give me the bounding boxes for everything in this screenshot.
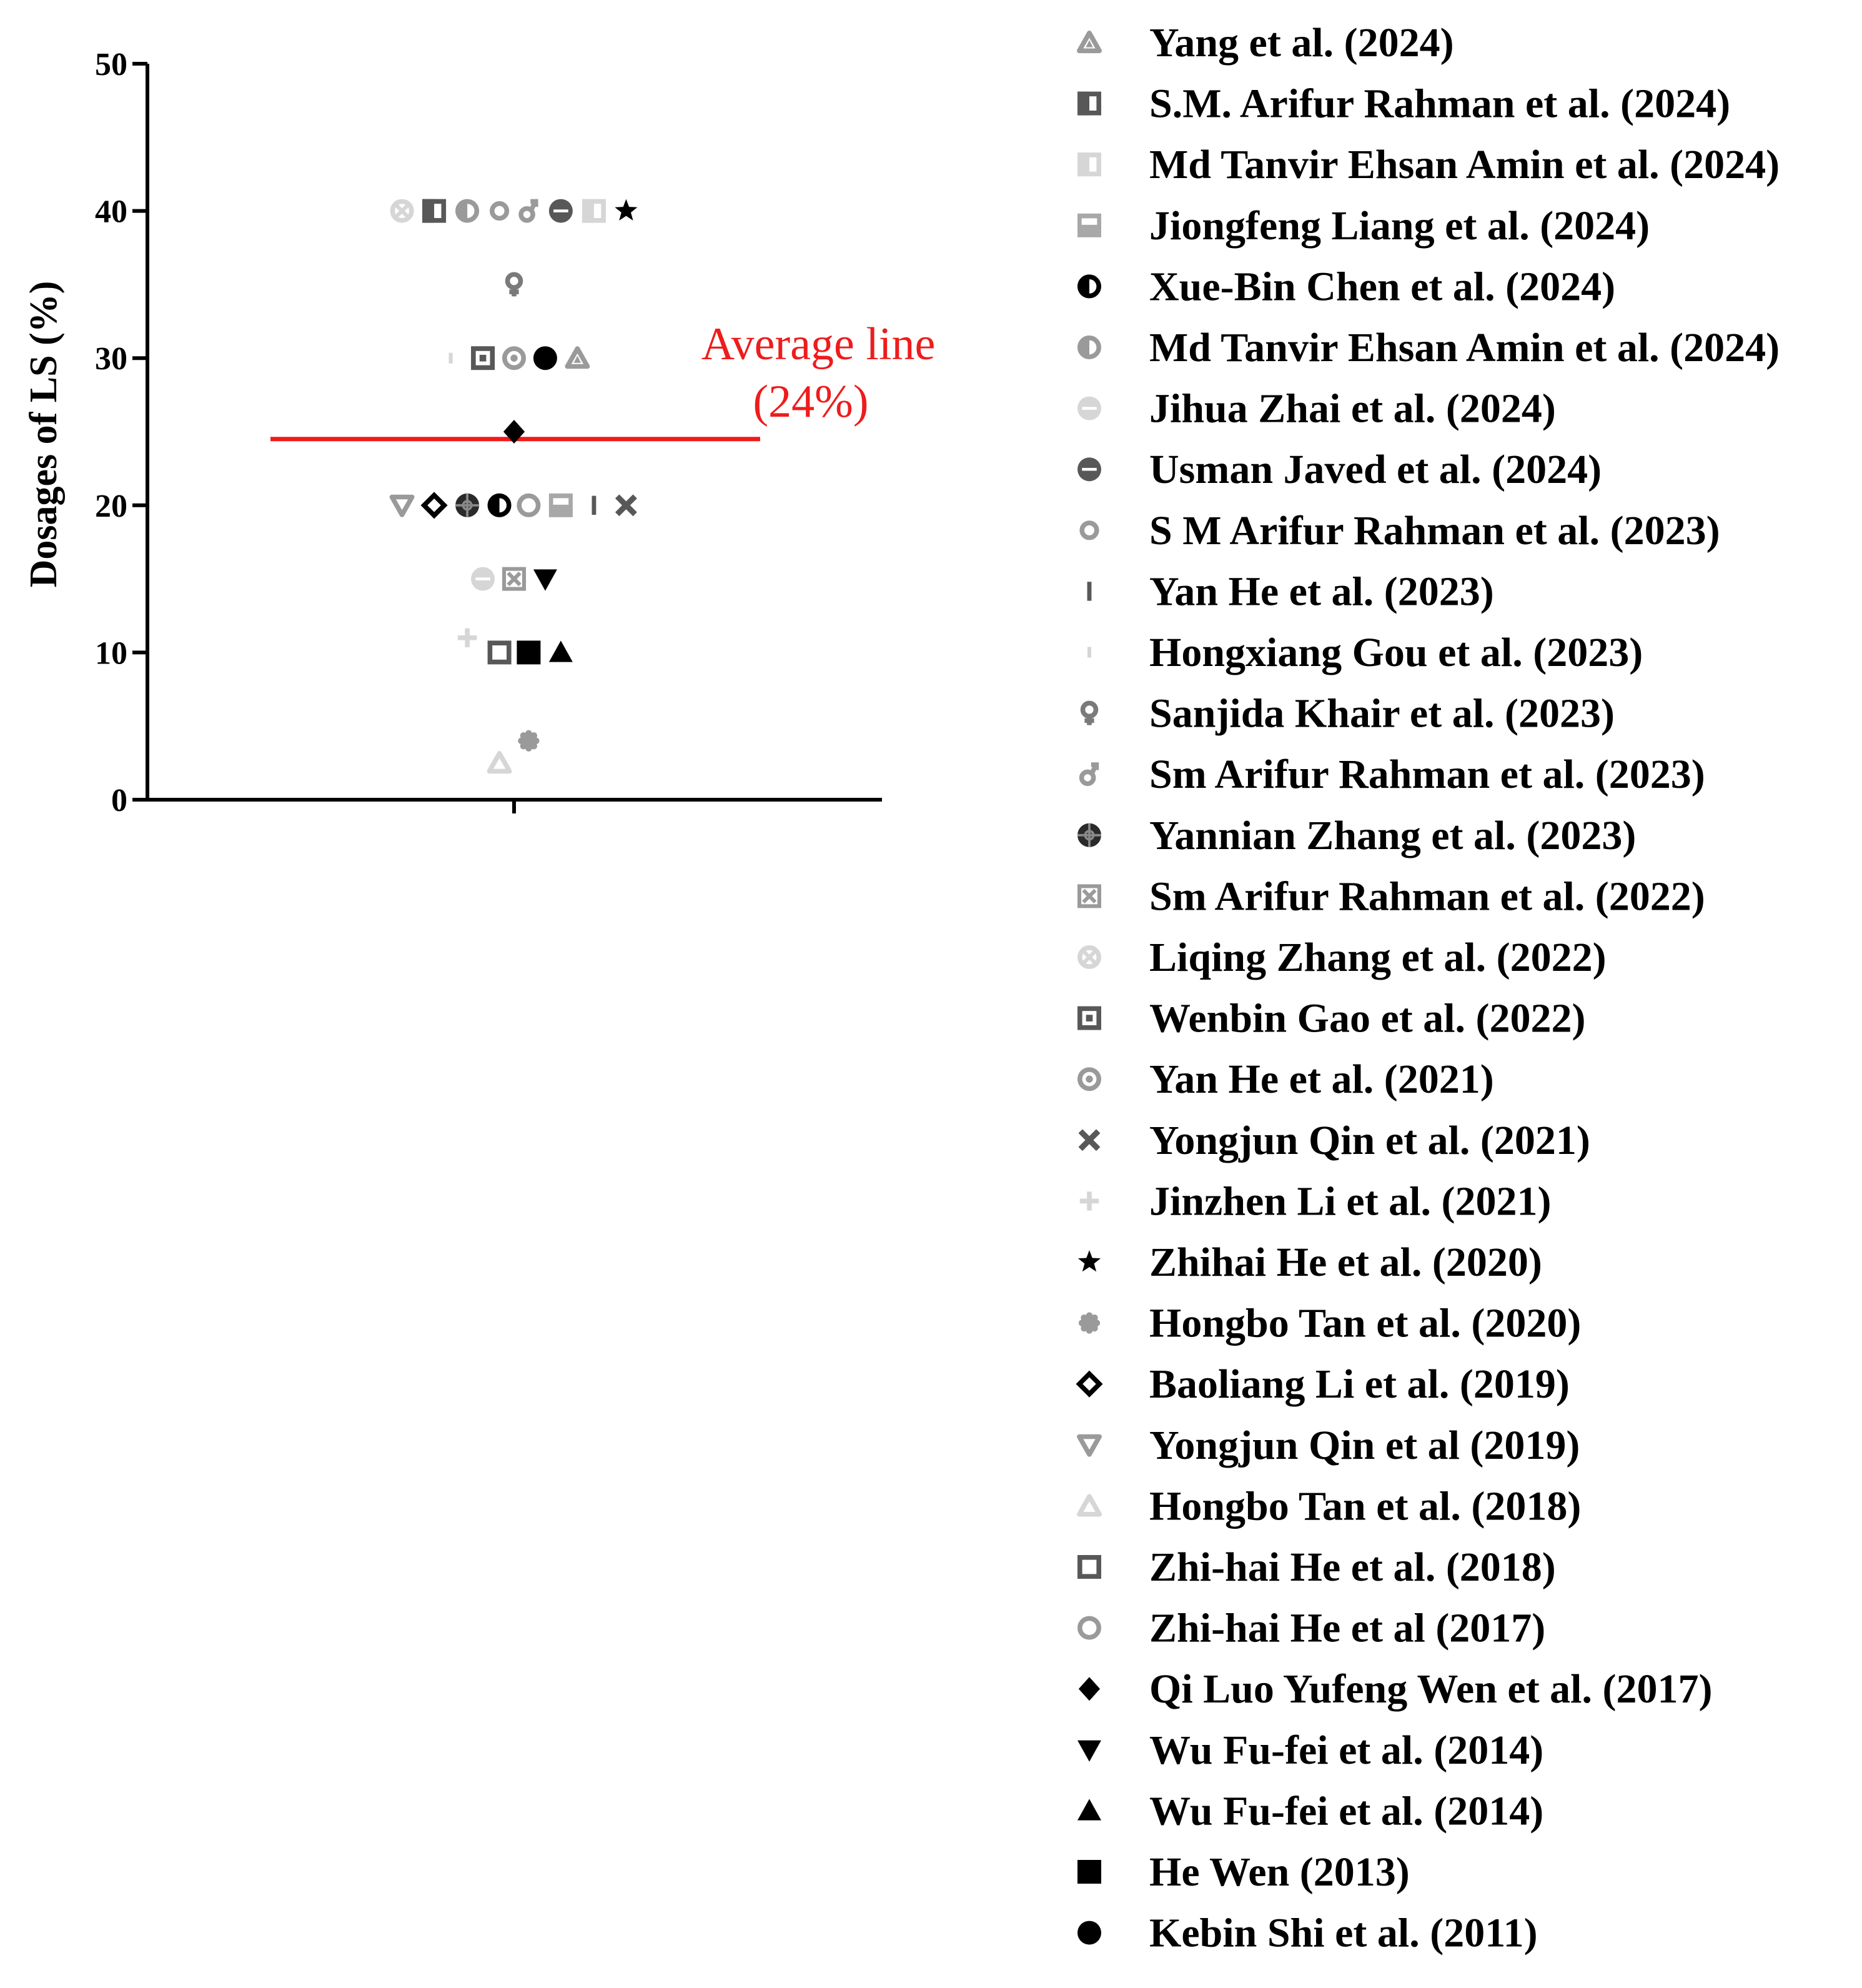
data-point [615,199,637,221]
legend-marker [1077,884,1101,908]
legend-label: Baoliang Li et al. (2019) [1149,1361,1570,1408]
legend-marker [1081,1131,1099,1150]
y-tick-label: 0 [111,783,127,818]
legend-label: Yannian Zhang et al. (2023) [1149,812,1637,858]
legend-marker [1079,33,1099,51]
legend-marker [1080,1618,1099,1637]
legend-item [1079,1483,1581,1529]
data-point [473,349,492,367]
legend-label: Yongjun Qin et al (2019) [1149,1422,1580,1468]
data-point [449,353,453,364]
legend-marker [1087,582,1092,600]
legend-marker [1083,703,1096,725]
legend-marker [1077,457,1101,481]
legend-item [1080,1544,1556,1590]
legend-item [1087,630,1643,675]
y-axis-ticks [95,47,147,818]
legend-label: Wu Fu-fei et al. (2014) [1149,1788,1544,1834]
legend [1077,20,1780,1956]
legend-marker [1077,335,1099,359]
data-point [549,494,573,517]
data-point [455,494,479,517]
legend-item [1077,813,1636,858]
data-point [617,497,635,515]
legend-marker [1080,948,1099,967]
legend-marker [1077,274,1099,298]
legend-marker [1080,1008,1099,1027]
data-point [392,497,412,515]
y-tick-label: 50 [95,47,127,82]
legend-marker [1079,1374,1099,1394]
legend-label: Wenbin Gao et al. (2022) [1149,995,1586,1041]
data-point [488,494,509,517]
legend-item [1083,691,1615,737]
legend-marker [1079,1313,1100,1334]
legend-item [1077,1788,1543,1834]
legend-label: Sm Arifur Rahman et al. (2022) [1149,873,1705,920]
data-point [592,496,597,515]
legend-item [1087,569,1494,614]
legend-label: He Wen (2013) [1149,1849,1410,1895]
legend-label: Md Tanvir Ehsan Amin et al. (2024) [1149,142,1780,188]
legend-label: Hongbo Tan et al. (2020) [1149,1300,1582,1346]
legend-item [1077,325,1780,370]
data-point [549,640,573,662]
legend-label: Yongjun Qin et al. (2021) [1149,1117,1590,1163]
data-point [392,201,411,220]
legend-marker [1077,152,1099,176]
legend-marker [1082,765,1097,783]
data-point [489,753,509,772]
data-point [567,349,587,367]
legend-item [1081,1118,1590,1163]
legend-label: Jiongfeng Liang et al. (2024) [1149,202,1650,249]
data-point [533,346,557,370]
legend-marker [1077,823,1101,847]
legend-marker [1077,1741,1101,1762]
legend-marker [1077,92,1099,116]
legend-item [1080,1056,1494,1102]
legend-item [1079,1423,1580,1468]
y-tick-label: 10 [95,635,127,672]
legend-label: S M Arifur Rahman et al. (2023) [1149,507,1720,554]
data-point [508,274,521,296]
data-point [519,496,538,515]
data-point [458,629,477,647]
legend-marker [1077,214,1101,237]
data-point [505,349,523,367]
legend-label: Yan He et al. (2021) [1149,1056,1494,1103]
data-point [455,199,477,223]
legend-label: Jinzhen Li et al. (2021) [1149,1178,1552,1225]
legend-item [1080,1178,1552,1224]
legend-marker [1077,1799,1101,1820]
legend-label: Jihua Zhai et al. (2024) [1149,385,1556,432]
y-axis-title: Dosages of LS (%) [22,281,65,588]
data-point [502,567,526,591]
data-point [582,199,603,223]
legend-item [1077,81,1730,127]
data-point [518,730,539,752]
legend-label: Yan He et al. (2023) [1149,569,1494,615]
legend-marker [1080,1191,1099,1210]
legend-label: Kebin Shi et al. (2011) [1149,1910,1538,1956]
legend-item [1077,447,1602,492]
legend-label: Zhihai He et al. (2020) [1149,1240,1542,1285]
data-point [422,199,443,223]
legend-label: Liqing Zhang et al. (2022) [1149,935,1607,980]
legend-label: Md Tanvir Ehsan Amin et al. (2024) [1149,325,1780,370]
legend-marker [1080,1558,1099,1576]
legend-marker [1082,523,1097,538]
y-tick-label: 20 [95,488,127,524]
data-point [517,640,540,664]
legend-item [1080,1606,1545,1651]
legend-marker [1079,1496,1099,1514]
data-point [424,495,444,515]
legend-item [1080,996,1586,1041]
data-point [471,567,495,591]
legend-marker [1077,1921,1101,1945]
data-point [549,199,573,223]
legend-label: Hongbo Tan et al. (2018) [1149,1483,1582,1529]
legend-marker [1077,397,1101,420]
legend-marker [1080,1070,1099,1088]
legend-label: Usman Javed et al. (2024) [1149,447,1602,493]
legend-label: Yang et al. (2024) [1149,20,1454,66]
legend-item [1079,1666,1713,1712]
legend-item [1082,508,1720,554]
legend-item [1078,1240,1542,1285]
legend-item [1077,873,1705,919]
legend-label: Zhi-hai He et al (2017) [1149,1605,1546,1651]
legend-label: S.M. Arifur Rahman et al. (2024) [1149,81,1731,127]
legend-marker [1079,1437,1099,1455]
legend-label: Hongxiang Gou et al. (2023) [1149,630,1643,675]
legend-marker [1077,1860,1101,1884]
legend-item [1082,752,1705,797]
legend-item [1077,142,1780,187]
y-tick-label: 40 [95,194,127,230]
legend-item [1079,1301,1581,1346]
data-points [392,199,637,772]
y-tick-label: 30 [95,341,127,377]
data-point [490,643,508,662]
legend-marker [1079,1677,1100,1701]
legend-item [1079,20,1454,66]
average-line-value: (24%) [753,376,869,427]
legend-item [1077,1727,1543,1773]
average-line-label: Average line [701,319,936,370]
legend-label: Qi Luo Yufeng Wen et al. (2017) [1149,1666,1713,1712]
legend-item [1080,935,1607,980]
legend-item [1077,386,1556,432]
legend-item [1077,264,1615,309]
legend-item [1077,1849,1410,1895]
legend-marker [1078,1250,1101,1271]
legend-marker [1087,647,1091,657]
legend-label: Xue-Bin Chen et al. (2024) [1149,264,1616,310]
data-point [521,201,536,220]
legend-item [1077,1911,1538,1956]
legend-label: Sm Arifur Rahman et al. (2023) [1149,752,1705,798]
legend-label: Zhi-hai He et al. (2018) [1149,1544,1556,1590]
legend-item [1077,203,1650,249]
legend-label: Sanjida Khair et al. (2023) [1149,690,1615,737]
data-point [492,204,507,219]
legend-label: Wu Fu-fei et al. (2014) [1149,1727,1544,1773]
legend-item [1079,1361,1570,1407]
data-point [533,569,557,590]
